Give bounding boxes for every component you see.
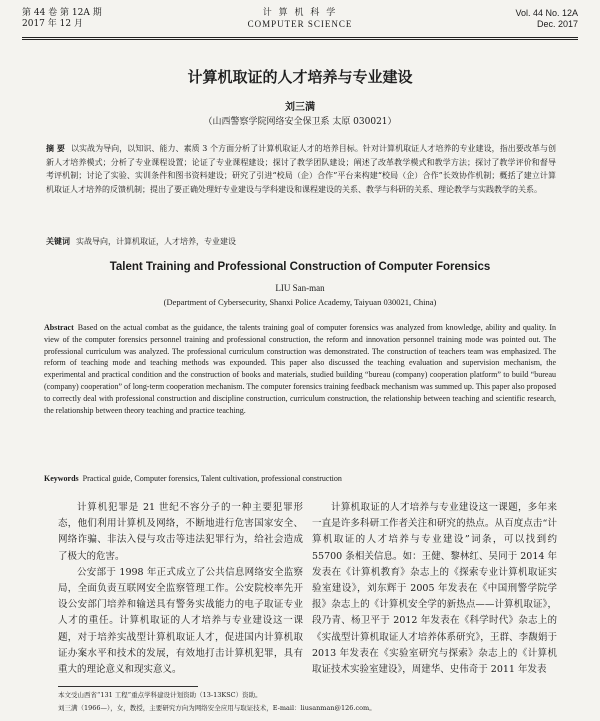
body-paragraph: 计算机取证的人才培养与专业建设这一课题，多年来一直是许多科研工作者关注和研究的热点。从百度点击“计算机取证的人才培养与专业建设”词条，可以找到约 55700 条相关信息。如：王健、黎林红、吴同于 2014 年发表在《计算机教育》杂志上的《探索专业计算机取证实验室建设》，刘东辉于 2005 年发表在《中国刑警学院学报》杂志上的《计算机安全学的新热点——计算机取证》，段乃青、杨卫平于 2012 年发表在《科学时代》杂志上的《实战型计算机取证人才培养体系研究》，王群、李馥娟于 2013 年发表在《实验室研究与探索》杂志上的《计算机取证技术实验室建设》，周建华、史伟奇于 2011 年发表 — [312, 502, 557, 676]
keywords-en-text: Practical guide, Computer forensics, Talent cultivation, professional construction — [82, 474, 342, 483]
affiliation-cn: （山西警察学院网络安全保卫系 太原 030021） — [203, 117, 397, 127]
abstract-cn-label: 摘 要 — [46, 144, 65, 153]
keywords-cn-label: 关键词 — [46, 237, 70, 246]
abstract-cn-text: 以实战为导向，以知识、能力、素质 3 个方面分析了计算机取证人才的培养目标。针对计算机取证人才培养的专业建设，指出要改革与创新人才培养模式；分析了专业课程设置；论证了专业课程建设；探讨了教学团队建设；阐述了改革教学模式和教学方法；探讨了教学评价和督导考评机制；讨论了实验、实训条件和图书资料建设；研究了引进“校局（企）合作”平台来构建“校局（企）合作”长效协作机制；概括了建立计算机取证人才培养的反馈机制；提出了要正确处理好专业建设与学科建设和课程建设的关系、教学与科研的关系、理论教学与实践教学的关系。 — [46, 144, 556, 194]
keywords-en — [44, 474, 556, 483]
author-en: LIU San-man — [275, 283, 325, 293]
body-column-left — [58, 500, 303, 678]
abstract-en — [44, 322, 556, 416]
body-column-right — [312, 500, 557, 678]
abstract-cn — [46, 142, 556, 196]
body-paragraph: 公安部于 1998 年正式成立了公共信息网络安全监察局，全面负责互联网安全监察管理工作。公安院校率先开设公安部门培养和输送具有警务实战能力的电子取证专业人才的重任。计算机取证的人才培养与专业建设这一课题，对于培养实战型计算机取证人才，促进国内计算机取证办案水平和技术的发展，有效地打击计算机犯罪，具有重大的理论意义和现实意义。 — [58, 566, 303, 676]
journal-name-cn: 计 算 机 科 学 — [262, 8, 338, 18]
abstract-en-label: Abstract — [44, 323, 74, 332]
affiliation-en: (Department of Cybersecurity, Shanxi Police Academy, Taiyuan 030021, China) — [163, 297, 437, 307]
paper-title-en: Talent Training and Professional Construction of Computer Forensics — [109, 261, 491, 273]
keywords-cn — [46, 236, 556, 247]
footnote-author-bio: 刘三满（1966—），女，教授，主要研究方向为网络安全应用与取证技术，E-mail：liusanman@126.com。 — [58, 704, 376, 712]
journal-volume-en — [515, 8, 578, 30]
footnote-funding: 本文受山西省“131 工程”重点学科建设计划资助（13-13KSC）资助。 — [58, 691, 262, 699]
volume-en: Vol. 44 No. 12A — [515, 8, 578, 18]
header-rule — [22, 37, 578, 38]
journal-name — [22, 8, 578, 30]
header-rule-double — [22, 39, 578, 40]
paper-title-cn: 计算机取证的人才培养与专业建设 — [187, 68, 413, 86]
keywords-en-label: Keywords — [44, 474, 79, 483]
volume-issue: 第 44 卷 第 12A 期 — [22, 8, 102, 18]
body-paragraph: 计算机犯罪是 21 世纪不容分子的一种主要犯罪形态，他们利用计算机及网络，不断地进行危害国家安全、网络诈骗、非法入侵与攻击等违法犯罪行为，给社会造成了极大的危害。 — [58, 502, 303, 562]
issue-date-en: Dec. 2017 — [536, 19, 578, 29]
author-cn: 刘三满 — [285, 102, 315, 113]
abstract-en-text: Based on the actual combat as the guidance, the talents training goal of computer forensics was analyzed from knowledge, ability and quality. In view of the computer forensics personnel training and professional construction, the reform and innovation personnel training mode was pointed out. The professional curriculum was analyzed. The professional curriculum construction was demonstrated. The construction of teachers team was emphasized. The reform of teaching mode and teaching methods was expounded. This paper also discussed the teaching evaluation and supervision mechanism, the experimental and practical condition and the construction of books and materials, studied building “bureau (company) cooperation platform” to build “bureau (company) cooperation” of long-term cooperation mechanism. The computer forensics training feedback mechanism was summed up. This paper also proposed to correctly deal with professional construction and discipline construction, curriculum construction, the relationship between teaching and scientific research, the relationship between theory teaching and practice teaching. — [44, 323, 556, 415]
journal-name-en: COMPUTER SCIENCE — [247, 19, 353, 29]
footnote-rule — [58, 686, 198, 687]
issue-date-cn: 2017 年 12 月 — [22, 19, 83, 29]
running-header — [22, 8, 578, 38]
keywords-cn-text: 实战导向，计算机取证，人才培养，专业建设 — [76, 237, 236, 246]
